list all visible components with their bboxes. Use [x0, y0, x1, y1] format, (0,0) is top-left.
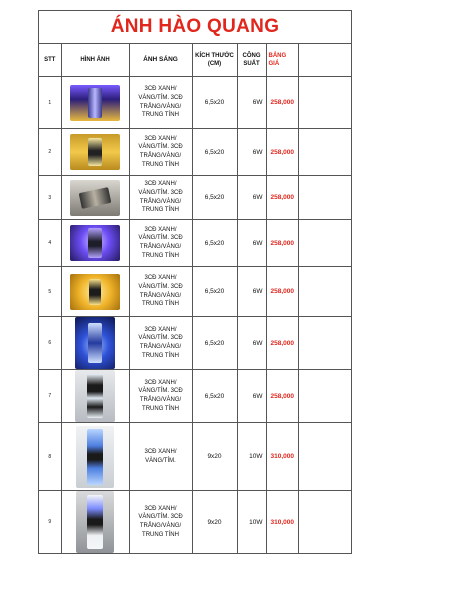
table-row: [39, 267, 351, 317]
lamp-photo: [70, 274, 120, 310]
row-size: 6,5x20: [192, 317, 237, 370]
row-light: 3CĐ XANH/ VÀNG/TÍM.: [129, 423, 192, 491]
row-image-cell: [61, 370, 129, 423]
row-blank: [298, 491, 351, 554]
lamp-shape: [88, 88, 102, 118]
row-price: 258,000: [266, 176, 298, 220]
row-size: 6,5x20: [192, 370, 237, 423]
lamp-photo: [70, 225, 120, 261]
row-size: 6,5x20: [192, 267, 237, 317]
price-sheet: [38, 10, 352, 554]
row-stt: 6: [39, 317, 61, 370]
table-row: [39, 129, 351, 176]
row-image-cell: [61, 220, 129, 267]
row-blank: [298, 423, 351, 491]
header-power: CÔNG SUẤT: [237, 44, 266, 77]
row-size: 6,5x20: [192, 129, 237, 176]
lamp-shape: [79, 187, 112, 209]
lamp-shape: [87, 429, 103, 485]
table-row: [39, 491, 351, 554]
row-light: 3CĐ XANH/ VÀNG/TÍM. 3CĐ TRẮNG/VÀNG/ TRUNG TÍNH: [129, 77, 192, 129]
row-light: 3CĐ XANH/ VÀNG/TÍM. 3CĐ TRẮNG/VÀNG/ TRUNG TÍNH: [129, 267, 192, 317]
row-size: 9x20: [192, 423, 237, 491]
table-row: [39, 176, 351, 220]
header-size: KÍCH THƯỚC (CM): [192, 44, 237, 77]
row-stt: 8: [39, 423, 61, 491]
row-light: 3CĐ XANH/ VÀNG/TÍM. 3CĐ TRẮNG/VÀNG/ TRUNG TÍNH: [129, 317, 192, 370]
row-size: 6,5x20: [192, 220, 237, 267]
row-stt: 2: [39, 129, 61, 176]
lamp-photo: [75, 317, 115, 369]
lamp-photo: [70, 134, 120, 170]
row-stt: 5: [39, 267, 61, 317]
lamp-photo: [76, 491, 114, 553]
lamp-shape: [87, 374, 103, 418]
row-power: 10W: [237, 491, 266, 554]
row-price: 258,000: [266, 129, 298, 176]
lamp-shape: [88, 228, 102, 258]
row-light: 3CĐ XANH/ VÀNG/TÍM. 3CĐ TRẮNG/VÀNG/ TRUNG TÍNH: [129, 129, 192, 176]
row-price: 258,000: [266, 267, 298, 317]
lamp-shape: [88, 138, 102, 166]
row-price: 310,000: [266, 423, 298, 491]
row-blank: [298, 317, 351, 370]
row-blank: [298, 176, 351, 220]
row-price: 258,000: [266, 77, 298, 129]
row-power: 6W: [237, 317, 266, 370]
row-power: 6W: [237, 176, 266, 220]
row-power: 6W: [237, 370, 266, 423]
header-stt: STT: [39, 44, 61, 77]
row-image-cell: [61, 129, 129, 176]
row-image-cell: [61, 77, 129, 129]
row-light: 3CĐ XANH/ VÀNG/TÍM. 3CĐ TRẮNG/VÀNG/ TRUNG TÍNH: [129, 370, 192, 423]
row-image-cell: [61, 317, 129, 370]
table-row: [39, 77, 351, 129]
lamp-photo: [75, 370, 115, 422]
lamp-shape: [88, 323, 102, 363]
row-power: 6W: [237, 77, 266, 129]
row-price: 258,000: [266, 317, 298, 370]
row-size: 6,5x20: [192, 176, 237, 220]
table-row: [39, 370, 351, 423]
row-stt: 7: [39, 370, 61, 423]
row-light: 3CĐ XANH/ VÀNG/TÍM. 3CĐ TRẮNG/VÀNG/ TRUNG TÍNH: [129, 491, 192, 554]
table-row: [39, 317, 351, 370]
row-stt: 9: [39, 491, 61, 554]
row-size: 9x20: [192, 491, 237, 554]
header-light: ÁNH SÁNG: [129, 44, 192, 77]
row-blank: [298, 370, 351, 423]
row-image-cell: [61, 491, 129, 554]
row-price: 258,000: [266, 370, 298, 423]
header-blank: [298, 44, 351, 77]
row-light: 3CĐ XANH/ VÀNG/TÍM. 3CĐ TRẮNG/VÀNG/ TRUNG TÍNH: [129, 220, 192, 267]
lamp-shape: [87, 495, 103, 549]
row-blank: [298, 129, 351, 176]
header-row: [39, 44, 351, 77]
row-blank: [298, 220, 351, 267]
row-power: 10W: [237, 423, 266, 491]
row-size: 6,5x20: [192, 77, 237, 129]
row-power: 6W: [237, 267, 266, 317]
row-blank: [298, 267, 351, 317]
row-image-cell: [61, 176, 129, 220]
row-image-cell: [61, 267, 129, 317]
sheet-title: ÁNH HÀO QUANG: [39, 11, 351, 44]
lamp-photo: [70, 85, 120, 121]
row-price: 258,000: [266, 220, 298, 267]
table-row: [39, 220, 351, 267]
row-blank: [298, 77, 351, 129]
row-image-cell: [61, 423, 129, 491]
row-stt: 1: [39, 77, 61, 129]
row-price: 310,000: [266, 491, 298, 554]
row-stt: 3: [39, 176, 61, 220]
lamp-shape: [89, 279, 101, 305]
lamp-photo: [76, 426, 114, 488]
row-stt: 4: [39, 220, 61, 267]
row-power: 6W: [237, 129, 266, 176]
price-table: [39, 44, 351, 553]
header-price: BẢNG GIÁ: [266, 44, 298, 77]
lamp-photo: [70, 180, 120, 216]
table-row: [39, 423, 351, 491]
row-light: 3CĐ XANH/ VÀNG/TÍM. 3CĐ TRẮNG/VÀNG/ TRUNG TÍNH: [129, 176, 192, 220]
row-power: 6W: [237, 220, 266, 267]
header-image: HÌNH ẢNH: [61, 44, 129, 77]
